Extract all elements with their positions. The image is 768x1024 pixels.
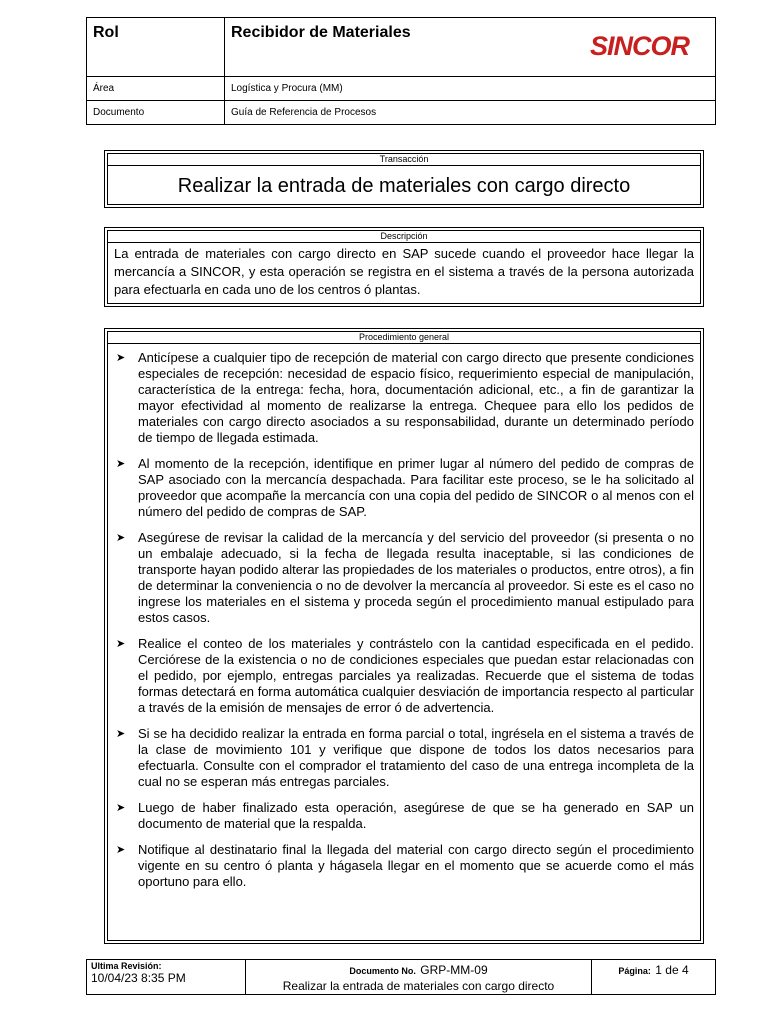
logo-text: SINCOR <box>590 31 690 60</box>
arrow-bullet-icon: ➤ <box>116 802 126 814</box>
list-item-text: Anticípese a cualquier tipo de recepción de material con cargo directo que presente condiciones especiales de recepción: necesidad de espacio físico, requerimiento especial de manipulación, característica de la entrega: fecha, hora, documentación adicional, etc., a fin de garantizar la mayor efectividad al momento de realizarse la entrega. Chequee para ello los pedidos de materiales con cargo directo asociados a su responsabilidad, durante un determinado período de tiempo de llegada estimada. <box>138 350 694 445</box>
list-item-text: Al momento de la recepción, identifique en primer lugar al número del pedido de compras de SAP asociado con la mercancía despachada. Para facilitar este proceso, se le ha solicitado al proveedor que acompañe la mercancía con una copia del pedido de SINCOR o al menos con el número del pedido de compras de SAP. <box>138 456 694 519</box>
list-item-text: Asegúrese de revisar la calidad de la mercancía y del servicio del proveedor (si presenta o no un embalaje adecuado, si la fecha de llegada resulta inaceptable, si las condiciones de transporte hayan podido alterar las propiedades de los materiales o productos, entre otros), a fin de determinar la conveniencia o no de devolver la mercancía al proveedor. Si este es el caso no ingrese los materiales en el sistema y proceda según el procedimiento manual estipulado para estos casos. <box>138 530 694 625</box>
descripcion-box <box>104 227 704 307</box>
rol-label: Rol <box>87 18 225 77</box>
list-item <box>112 800 694 832</box>
procedimiento-label: Procedimiento general <box>108 332 700 344</box>
documento-label: Documento <box>87 101 225 125</box>
document-cell <box>246 960 592 995</box>
list-item <box>112 350 694 446</box>
page-cell <box>592 960 716 995</box>
list-item <box>112 636 694 716</box>
doc-title: Realizar la entrada de materiales con cargo directo <box>282 979 555 993</box>
transaccion-box <box>104 150 704 208</box>
revision-value: 10/04/23 8:35 PM <box>91 971 186 985</box>
procedimiento-list <box>108 344 700 890</box>
list-item <box>112 530 694 626</box>
list-item-text: Notifique al destinatario final la llegada del material con cargo directo según el procedimiento vigente en su centro ó planta y hágasela llegar en el momento que se acuerde como el más oportuno para ello. <box>138 842 694 889</box>
transaccion-label: Transacción <box>108 154 700 166</box>
arrow-bullet-icon: ➤ <box>116 638 126 650</box>
list-item-text: Realice el conteo de los materiales y contrástelo con la cantidad especificada en el pedido. Cerciórese de la existencia o no de condiciones especiales que puedan estar relacionadas con el pedido, por ejemplo, entregas parciales ya realizadas. Recuerde que el sistema de todas formas detectará en forma automática cualquier desviación de importancia respecto al particular a través de la emisión de mensajes de error ó de advertencia. <box>138 636 694 715</box>
revision-cell <box>87 960 246 995</box>
list-item <box>112 842 694 890</box>
procedimiento-box <box>104 328 704 944</box>
documento-value: Guía de Referencia de Procesos <box>225 101 716 125</box>
arrow-bullet-icon: ➤ <box>116 458 126 470</box>
list-item <box>112 726 694 790</box>
area-value: Logística y Procura (MM) <box>225 77 716 101</box>
doc-value: GRP-MM-09 <box>420 963 488 977</box>
list-item <box>112 456 694 520</box>
arrow-bullet-icon: ➤ <box>116 532 126 544</box>
footer-table <box>86 959 716 995</box>
doc-label: Documento No. <box>349 966 416 976</box>
transaccion-title: Realizar la entrada de materiales con cargo directo <box>177 175 631 197</box>
revision-label: Ultima Revisión: <box>91 961 162 971</box>
rol-value: Recibidor de Materiales <box>225 18 716 77</box>
list-item-text: Luego de haber finalizado esta operación, asegúrese de que se ha generado en SAP un documento de material que la respalda. <box>138 800 694 831</box>
arrow-bullet-icon: ➤ <box>116 352 126 364</box>
sincor-logo <box>590 30 700 60</box>
area-label: Área <box>87 77 225 101</box>
descripcion-label: Descripción <box>108 231 700 243</box>
list-item-text: Si se ha decidido realizar la entrada en forma parcial o total, ingrésela en el sistema a través de la clase de movimiento 101 y verifique que dispone de todos los datos necesarios para efectuarla. Consulte con el comprador el tratamiento del caso de una entrega incompleta de la cual no se esperan más entregas parciales. <box>138 726 694 789</box>
descripcion-text: La entrada de materiales con cargo directo en SAP sucede cuando el proveedor hace llegar la mercancía a SINCOR, y esta operación se registra en el sistema a través de la persona autorizada para efectuarla en cada uno de los centros ó plantas. <box>114 246 694 297</box>
page-value: 1 de 4 <box>655 963 689 977</box>
arrow-bullet-icon: ➤ <box>116 844 126 856</box>
arrow-bullet-icon: ➤ <box>116 728 126 740</box>
page-label: Página: <box>618 966 651 976</box>
